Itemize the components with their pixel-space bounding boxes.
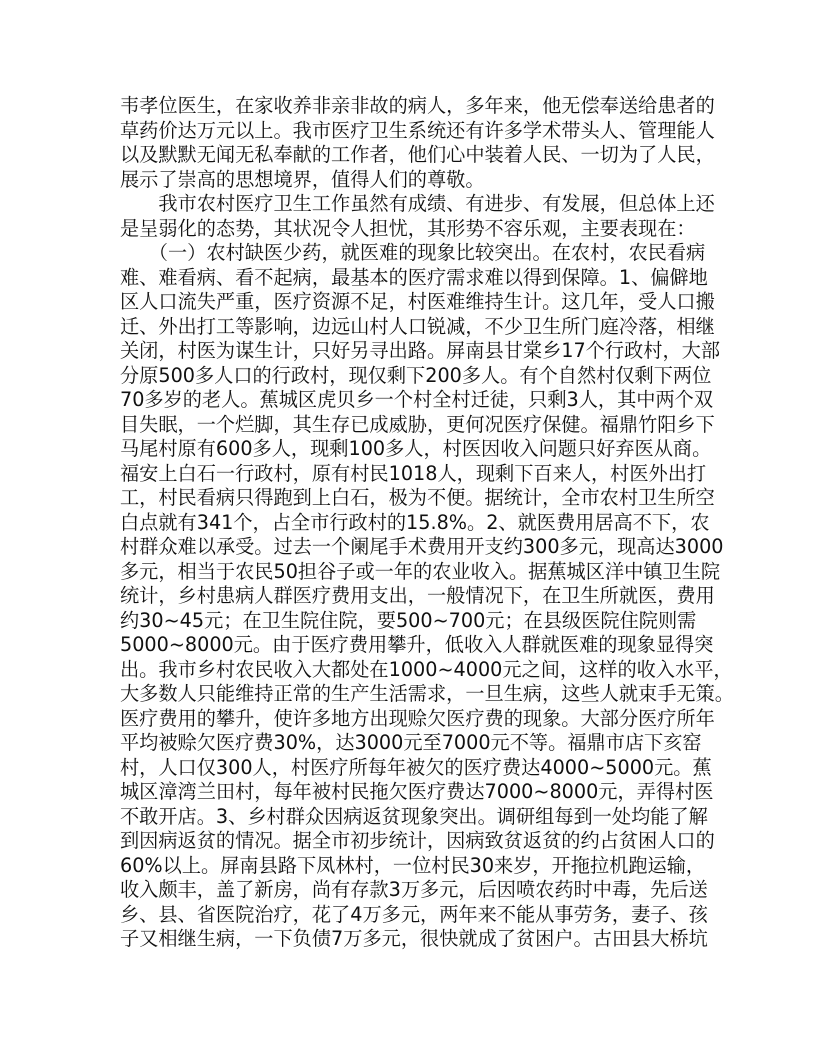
text-line: 统计，乡村患病人群医疗费用支出，一般情况下，在卫生所就医，费用 <box>120 584 715 607</box>
text-line: 70多岁的老人。蕉城区虎贝乡一个村全村迁徒，只剩3人，其中两个双 <box>120 388 714 411</box>
text-line: 展示了崇高的思想境界，值得人们的尊敬。 <box>120 167 485 191</box>
text-line: 难、难看病、看不起病，最基本的医疗需求难以得到保障。1、偏僻地 <box>120 265 708 289</box>
text-line: 乡、县、省医院治疗，花了4万多元，两年来不能从事劳务，妻子、孩 <box>120 902 708 926</box>
text-line: 白点就有341个，占全市行政村的15.8%。2、就医费用居高不下，农 <box>120 510 710 534</box>
text-line: 目失眠，一个烂脚，其生存已成威胁，更何况医疗保健。福鼎竹阳乡下 <box>120 412 715 436</box>
text-line: 子又相继生病，一下负债7万多元，很快就成了贫困户。古田县大桥坑 <box>120 927 708 950</box>
text-line: 到因病返贫的情况。据全市初步统计，因病致贫返贫的约占贫困人口的 <box>120 829 715 852</box>
text-line: 村，人口仅300人，村医疗所每年被欠的医疗费达4000~5000元。蕉 <box>120 755 712 779</box>
text-line: 村群众难以承受。过去一个阑尾手术费用开支约300多元，现高达3000 <box>120 535 724 558</box>
text-line: 区人口流失严重，医疗资源不足，村医难维持生计。这几年，受人口搬 <box>120 290 715 313</box>
text-line: 大多数人只能维持正常的生产生活需求，一旦生病，这些人就束手无策。 <box>120 682 734 705</box>
text-line: 迁、外出打工等影响，边远山村人口锐减，不少卫生所门庭冷落，相继 <box>120 314 715 338</box>
text-line: 草药价达万元以上。我市医疗卫生系统还有许多学术带头人、管理能人 <box>120 118 715 142</box>
text-line: 出。我市乡村农民收入大都处在1000~4000元之间，这样的收入水平， <box>120 657 733 681</box>
text-line: 约30~45元；在卫生院住院，要500~700元；在县级医院住院则需 <box>120 608 697 632</box>
document-body <box>120 94 734 952</box>
text-line: 以及默默无闻无私奉献的工作者，他们心中装着人民、一切为了人民， <box>120 143 715 166</box>
text-line: 关闭，村医为谋生计，只好另寻出路。屏南县甘棠乡17个行政村，大部 <box>120 339 721 362</box>
text-line: 是呈弱化的态势，其状况令人担忧，其形势不容乐观，主要表现在： <box>120 216 696 240</box>
text-line: 工，村民看病只得跑到上白石，极为不便。据统计，全市农村卫生所空 <box>120 486 715 509</box>
text-line: 平均被赊欠医疗费30%，达3000元至7000元不等。福鼎市店下亥窑 <box>120 731 702 754</box>
text-line: 城区漳湾兰田村，每年被村民拖欠医疗费达7000~8000元，弄得村医 <box>120 780 714 803</box>
text-line: 5000~8000元。由于医疗费用攀升，低收入人群就医难的现象显得突 <box>120 633 714 656</box>
text-line: 马尾村原有600多人，现剩100多人，村医因收入问题只好弃医从商。 <box>120 437 712 460</box>
text-line: 收入颇丰，盖了新房，尚有存款3万多元，后因喷农药时中毒，先后送 <box>120 878 708 901</box>
text-line: 多元，相当于农民50担谷子或一年的农业收入。据蕉城区洋中镇卫生院 <box>120 559 721 583</box>
text-line: 我市农村医疗卫生工作虽然有成绩、有进步、有发展，但总体上还 <box>120 192 715 215</box>
text-line: 不敢开店。3、乡村群众因病返贫现象突出。调研组每到一处均能了解 <box>120 804 708 828</box>
text-line: 韦孝位医生，在家收养非亲非故的病人，多年来，他无偿奉送给患者的 <box>120 94 715 117</box>
text-line: 医疗费用的攀升，使许多地方出现赊欠医疗费的现象。大部分医疗所年 <box>120 706 715 730</box>
text-line: 福安上白石一行政村，原有村民1018人，现剩下百来人，村医外出打 <box>120 461 707 485</box>
text-line: 60%以上。屏南县路下凤林村，一位村民30来岁，开拖拉机跑运输， <box>120 853 706 877</box>
text-line: （一）农村缺医少药，就医难的现象比较突出。在农村，农民看病 <box>120 241 706 264</box>
text-line: 分原500多人口的行政村，现仅剩下200多人。有个自然村仅剩下两位 <box>120 363 712 387</box>
